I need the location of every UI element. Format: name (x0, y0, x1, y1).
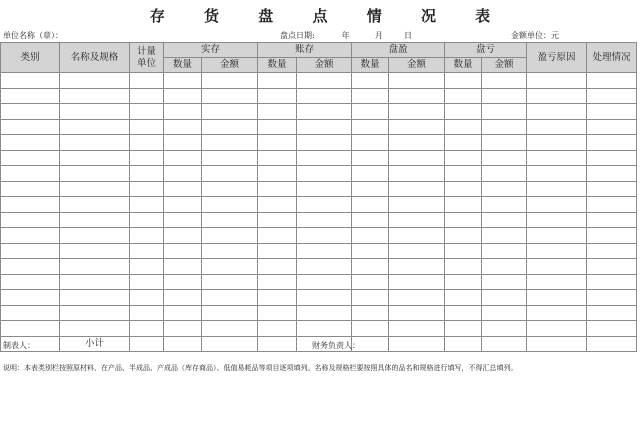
table-cell[interactable] (60, 104, 130, 120)
table-cell[interactable] (587, 88, 637, 104)
table-row (1, 305, 637, 321)
table-cell[interactable] (482, 104, 527, 120)
table-cell[interactable] (482, 181, 527, 197)
table-cell[interactable] (130, 181, 164, 197)
col-loss-amount: 金额 (482, 58, 527, 73)
table-cell[interactable] (527, 104, 587, 120)
table-cell[interactable] (527, 274, 587, 290)
table-cell[interactable] (130, 305, 164, 321)
table-cell[interactable] (527, 321, 587, 337)
table-cell[interactable] (202, 197, 258, 213)
table-cell[interactable] (60, 119, 130, 135)
table-cell[interactable] (60, 135, 130, 151)
table-cell[interactable] (60, 150, 130, 166)
table-cell[interactable] (527, 166, 587, 182)
date-year: 年 (341, 31, 350, 40)
table-cell[interactable] (352, 135, 389, 151)
table-cell[interactable] (258, 197, 297, 213)
table-cell[interactable] (527, 73, 587, 89)
table-cell[interactable] (1, 290, 60, 306)
table-cell[interactable] (164, 197, 202, 213)
table-cell[interactable] (587, 104, 637, 120)
table-cell[interactable] (258, 150, 297, 166)
table-cell[interactable] (130, 228, 164, 244)
table-cell[interactable] (527, 135, 587, 151)
table-cell[interactable] (202, 212, 258, 228)
col-book: 账存 (258, 43, 352, 58)
table-cell[interactable] (482, 290, 527, 306)
table-cell[interactable] (352, 166, 389, 182)
table-cell[interactable] (352, 243, 389, 259)
table-cell[interactable] (352, 274, 389, 290)
col-surplus: 盘盈 (352, 43, 445, 58)
table-cell[interactable] (297, 274, 352, 290)
table-row (1, 119, 637, 135)
table-cell[interactable] (60, 305, 130, 321)
table-cell[interactable] (527, 243, 587, 259)
table-cell[interactable] (297, 259, 352, 275)
table-cell[interactable] (587, 197, 637, 213)
table-cell[interactable] (297, 321, 352, 337)
table-cell[interactable] (482, 274, 527, 290)
table-cell[interactable] (164, 88, 202, 104)
table-cell[interactable] (202, 259, 258, 275)
table-cell[interactable] (482, 305, 527, 321)
table-cell[interactable] (297, 135, 352, 151)
table-cell[interactable] (587, 259, 637, 275)
col-actual-qty: 数量 (164, 58, 202, 73)
table-cell[interactable] (389, 73, 445, 89)
inventory-table (0, 42, 637, 352)
table-cell[interactable] (389, 181, 445, 197)
col-reason: 盈亏原因 (527, 43, 587, 73)
table-cell[interactable] (164, 321, 202, 337)
table-cell[interactable] (297, 88, 352, 104)
table-cell[interactable] (258, 166, 297, 182)
table-cell[interactable] (482, 259, 527, 275)
table-cell[interactable] (297, 150, 352, 166)
table-cell[interactable] (202, 181, 258, 197)
table-cell[interactable] (164, 259, 202, 275)
table-cell[interactable] (445, 321, 482, 337)
table-cell[interactable] (164, 181, 202, 197)
table-cell[interactable] (389, 166, 445, 182)
table-cell[interactable] (130, 290, 164, 306)
table-cell[interactable] (482, 243, 527, 259)
table-cell[interactable] (130, 274, 164, 290)
table-cell[interactable] (130, 119, 164, 135)
table-cell[interactable] (482, 321, 527, 337)
table-cell[interactable] (202, 88, 258, 104)
table-cell[interactable] (60, 73, 130, 89)
instruction-note: 说明：本表类别栏按照原材料、在产品、半成品、产成品（库存商品）、低值易耗品等项目逐项填列。名称及规格栏要按照具体的品名和规格进行填写，不得汇总填列。 (3, 364, 518, 372)
table-cell[interactable] (258, 104, 297, 120)
col-book-qty: 数量 (258, 58, 297, 73)
table-cell[interactable] (60, 181, 130, 197)
table-row (1, 166, 637, 182)
table-cell[interactable] (352, 88, 389, 104)
table-cell[interactable] (202, 150, 258, 166)
table-cell[interactable] (297, 166, 352, 182)
table-cell[interactable] (297, 228, 352, 244)
table-cell[interactable] (202, 119, 258, 135)
table-body (1, 73, 637, 352)
table-cell[interactable] (445, 88, 482, 104)
table-cell[interactable] (164, 119, 202, 135)
table-cell[interactable] (352, 119, 389, 135)
table-cell[interactable] (352, 228, 389, 244)
table-cell[interactable] (587, 73, 637, 89)
table-row (1, 228, 637, 244)
table-cell[interactable] (164, 104, 202, 120)
table-cell[interactable] (445, 135, 482, 151)
table-cell[interactable] (164, 274, 202, 290)
col-surplus-amount: 金额 (389, 58, 445, 73)
table-cell[interactable] (352, 259, 389, 275)
table-cell[interactable] (527, 228, 587, 244)
table-cell[interactable] (258, 336, 297, 352)
table-cell[interactable] (482, 228, 527, 244)
table-cell[interactable] (352, 321, 389, 337)
table-cell[interactable] (130, 88, 164, 104)
table-cell[interactable] (352, 305, 389, 321)
table-cell[interactable] (352, 290, 389, 306)
table-cell[interactable] (482, 197, 527, 213)
table-cell[interactable] (389, 243, 445, 259)
table-row (1, 104, 637, 120)
table-cell[interactable] (258, 321, 297, 337)
preparer-label: 制表人： (3, 341, 35, 350)
table-cell[interactable] (258, 88, 297, 104)
table-cell[interactable] (258, 212, 297, 228)
table-cell[interactable] (352, 181, 389, 197)
table-cell[interactable] (1, 181, 60, 197)
table-cell[interactable] (297, 197, 352, 213)
subtotal-label: 小计 (60, 336, 130, 352)
table-cell[interactable] (527, 88, 587, 104)
table-row (1, 290, 637, 306)
table-cell[interactable] (164, 212, 202, 228)
table-row (1, 197, 637, 213)
table-cell[interactable] (130, 197, 164, 213)
table-cell[interactable] (389, 321, 445, 337)
table-cell[interactable] (130, 212, 164, 228)
table-cell[interactable] (445, 73, 482, 89)
table-cell[interactable] (258, 119, 297, 135)
col-handling: 处理情况 (587, 43, 637, 73)
table-cell[interactable] (258, 243, 297, 259)
table-cell[interactable] (445, 181, 482, 197)
table-cell[interactable] (482, 88, 527, 104)
table-row (1, 135, 637, 151)
table-cell[interactable] (1, 305, 60, 321)
table-cell[interactable] (258, 135, 297, 151)
date-day: 日 (403, 31, 412, 40)
table-cell[interactable] (60, 228, 130, 244)
table-cell[interactable] (130, 166, 164, 182)
table-cell[interactable] (297, 73, 352, 89)
table-cell[interactable] (587, 119, 637, 135)
table-cell[interactable] (202, 228, 258, 244)
table-cell[interactable] (389, 228, 445, 244)
table-cell[interactable] (527, 259, 587, 275)
col-actual-amount: 金额 (202, 58, 258, 73)
table-cell[interactable] (258, 274, 297, 290)
table-cell[interactable] (587, 305, 637, 321)
table-cell[interactable] (1, 212, 60, 228)
table-cell[interactable] (1, 243, 60, 259)
table-cell[interactable] (164, 336, 202, 352)
table-cell[interactable] (202, 336, 258, 352)
table-cell[interactable] (164, 150, 202, 166)
table-cell[interactable] (130, 336, 164, 352)
table-row (1, 243, 637, 259)
table-cell[interactable] (389, 274, 445, 290)
col-unit-line1: 计量 (136, 46, 156, 57)
table-cell[interactable] (482, 119, 527, 135)
table-cell[interactable] (202, 243, 258, 259)
table-cell[interactable] (60, 243, 130, 259)
table-cell[interactable] (389, 290, 445, 306)
table-cell[interactable] (297, 119, 352, 135)
table-cell[interactable] (1, 104, 60, 120)
table-cell[interactable] (202, 290, 258, 306)
table-cell[interactable] (482, 212, 527, 228)
table-cell[interactable] (482, 166, 527, 182)
table-cell[interactable] (587, 243, 637, 259)
table-cell[interactable] (445, 336, 482, 352)
table-cell[interactable] (587, 274, 637, 290)
table-cell[interactable] (130, 243, 164, 259)
table-cell[interactable] (297, 305, 352, 321)
inventory-date (280, 30, 412, 41)
table-cell[interactable] (202, 73, 258, 89)
table-cell[interactable] (482, 336, 527, 352)
finance-head-label: 财务负责人： (312, 341, 360, 350)
table-cell[interactable] (258, 259, 297, 275)
table-cell[interactable] (527, 212, 587, 228)
table-cell[interactable] (587, 150, 637, 166)
table-cell[interactable] (1, 150, 60, 166)
col-unit-line2: 单位 (136, 57, 156, 69)
table-cell[interactable] (389, 88, 445, 104)
table-cell[interactable] (60, 259, 130, 275)
table-cell[interactable] (389, 150, 445, 166)
money-unit-label: 金额单位：元 (511, 31, 559, 40)
table-cell[interactable] (130, 150, 164, 166)
table-cell[interactable] (1, 135, 60, 151)
table-cell[interactable] (527, 305, 587, 321)
table-cell[interactable] (445, 119, 482, 135)
table-cell[interactable] (202, 166, 258, 182)
table-cell[interactable] (297, 243, 352, 259)
table-cell[interactable] (258, 181, 297, 197)
table-cell[interactable] (297, 290, 352, 306)
table-cell[interactable] (164, 305, 202, 321)
table-cell[interactable] (1, 119, 60, 135)
table-cell[interactable] (1, 274, 60, 290)
table-cell[interactable] (1, 228, 60, 244)
table-cell[interactable] (587, 166, 637, 182)
table-cell[interactable] (202, 305, 258, 321)
table-cell[interactable] (202, 135, 258, 151)
table-cell[interactable] (527, 336, 587, 352)
table-cell[interactable] (445, 274, 482, 290)
table-cell[interactable] (258, 290, 297, 306)
table-cell[interactable] (587, 336, 637, 352)
table-cell[interactable] (445, 305, 482, 321)
table-cell[interactable] (482, 135, 527, 151)
table-cell[interactable] (389, 104, 445, 120)
table-cell[interactable] (1, 166, 60, 182)
table-cell[interactable] (352, 104, 389, 120)
table-cell[interactable] (352, 197, 389, 213)
table-cell[interactable] (130, 259, 164, 275)
table-cell[interactable] (389, 259, 445, 275)
table-cell[interactable] (587, 228, 637, 244)
table-cell[interactable] (587, 212, 637, 228)
table-row (1, 212, 637, 228)
table-cell[interactable] (445, 166, 482, 182)
table-row (1, 73, 637, 89)
table-cell[interactable] (1, 197, 60, 213)
table-cell[interactable] (164, 73, 202, 89)
table-cell[interactable] (60, 166, 130, 182)
table-cell[interactable] (297, 212, 352, 228)
table-cell[interactable] (445, 150, 482, 166)
table-cell[interactable] (445, 104, 482, 120)
table-cell[interactable] (1, 321, 60, 337)
col-unit (130, 43, 164, 73)
table-row (1, 181, 637, 197)
table-cell[interactable] (527, 290, 587, 306)
table-cell[interactable] (202, 104, 258, 120)
table-cell[interactable] (445, 228, 482, 244)
table-cell[interactable] (389, 135, 445, 151)
table-cell[interactable] (482, 73, 527, 89)
table-cell[interactable] (164, 243, 202, 259)
col-loss-qty: 数量 (445, 58, 482, 73)
col-surplus-qty: 数量 (352, 58, 389, 73)
table-cell[interactable] (527, 197, 587, 213)
table-row (1, 88, 637, 104)
col-book-amount: 金额 (297, 58, 352, 73)
table-cell[interactable] (352, 150, 389, 166)
col-name-spec: 名称及规格 (60, 43, 130, 73)
table-cell[interactable] (587, 321, 637, 337)
table-cell[interactable] (258, 73, 297, 89)
table-cell[interactable] (164, 228, 202, 244)
table-cell[interactable] (258, 305, 297, 321)
table-cell[interactable] (527, 150, 587, 166)
date-month: 月 (374, 31, 383, 40)
table-cell[interactable] (130, 73, 164, 89)
table-cell[interactable] (1, 259, 60, 275)
table-cell[interactable] (60, 197, 130, 213)
table-cell[interactable] (389, 119, 445, 135)
table-cell[interactable] (202, 274, 258, 290)
table-cell[interactable] (389, 212, 445, 228)
unit-name-label: 单位名称（章）： (3, 31, 63, 40)
table-cell[interactable] (445, 212, 482, 228)
table-cell[interactable] (352, 212, 389, 228)
table-cell[interactable] (389, 197, 445, 213)
table-cell[interactable] (389, 305, 445, 321)
table-cell[interactable] (587, 181, 637, 197)
table-cell[interactable] (297, 104, 352, 120)
table-row (1, 321, 637, 337)
table-cell[interactable] (389, 336, 445, 352)
table-cell[interactable] (445, 259, 482, 275)
page-title: 存 货 盘 点 情 况 表 (149, 7, 508, 25)
table-cell[interactable] (60, 274, 130, 290)
table-cell[interactable] (202, 321, 258, 337)
col-actual: 实存 (164, 43, 258, 58)
table-row (1, 259, 637, 275)
table-cell[interactable] (587, 290, 637, 306)
table-cell[interactable] (527, 181, 587, 197)
table-cell[interactable] (445, 290, 482, 306)
table-cell[interactable] (297, 181, 352, 197)
table-cell[interactable] (445, 243, 482, 259)
table-row (1, 150, 637, 166)
table-cell[interactable] (164, 166, 202, 182)
table-cell[interactable] (130, 321, 164, 337)
table-cell[interactable] (164, 135, 202, 151)
table-cell[interactable] (258, 228, 297, 244)
date-label: 盘点日期: (280, 31, 315, 40)
table-row (1, 274, 637, 290)
table-cell[interactable] (527, 119, 587, 135)
table-cell[interactable] (445, 197, 482, 213)
table-cell[interactable] (587, 135, 637, 151)
table-cell[interactable] (1, 73, 60, 89)
table-cell[interactable] (60, 321, 130, 337)
table-cell[interactable] (352, 73, 389, 89)
col-loss: 盘亏 (445, 43, 527, 58)
table-cell[interactable] (60, 212, 130, 228)
table-cell[interactable] (482, 150, 527, 166)
table-cell[interactable] (1, 88, 60, 104)
col-category: 类别 (1, 43, 60, 73)
table-cell[interactable] (164, 290, 202, 306)
table-cell[interactable] (60, 290, 130, 306)
table-cell[interactable] (130, 104, 164, 120)
table-cell[interactable] (60, 88, 130, 104)
table-cell[interactable] (130, 135, 164, 151)
